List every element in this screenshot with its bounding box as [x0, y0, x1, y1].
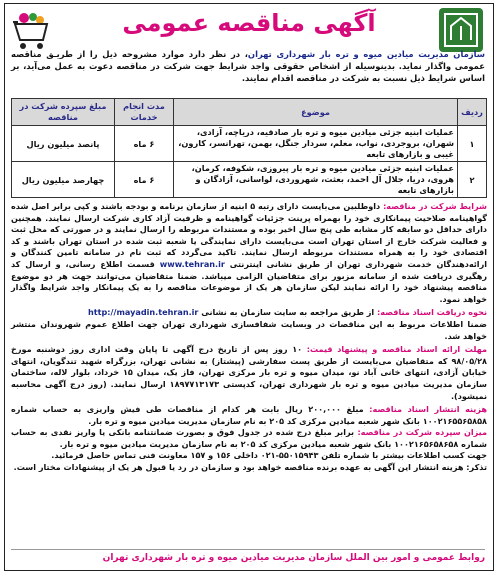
- table-row: [12, 126, 487, 162]
- note-paragraph: تذکر: هزینه انتشار این آگهی به عهده برنده مناقصه خواهد بود و سازمان در رد یا قبول هر یک از پیشنهادات مختار است.: [13, 462, 487, 473]
- conditions-title: شرایط شرکت در مناقصه:: [383, 201, 487, 211]
- cost-text: مبلغ ۲۰۰,۰۰۰ ریال بابت هر کدام از مناقصات طی فیش واریزی به حساب شماره ۱۰۰۲۱۶۵۵۶۵۸۵۸ بانک شهر شعبه میادین مرکزی کد ۲۰۵ به نام سازمان مدیریت میادین میوه و تره بار.: [11, 404, 487, 426]
- footer-signature: روابط عمومی و امور بین الملل سازمان مدیریت میادین میوه و تره بار شهرداری تهران: [102, 553, 485, 563]
- col-duration: مدت انجام خدمات: [115, 99, 174, 126]
- guarantee-title: میزان سپرده شرکت در مناقصه:: [357, 427, 487, 438]
- col-row-number: ردیف: [458, 99, 487, 126]
- cost-title: هزینه انتشار اسناد مناقصه:: [369, 404, 487, 415]
- table-row: [12, 162, 487, 198]
- cost-paragraph: [11, 404, 487, 427]
- table-header-row: [12, 99, 487, 126]
- row-subject: عملیات ابنیه جزئی میادین میوه و تره بار پیروزی، شکوفه، کرمان، هروی، دریا، جلال آل احمد، بعثت، شهروردی، لواسانی، آزادگان و بازارهای تابعه: [174, 162, 458, 198]
- col-subject: موضوع: [174, 99, 458, 126]
- tender-items-table: [11, 98, 487, 198]
- contact-paragraph: جهت کسب اطلاعات بیشتر با شماره تلفن ۵۵۰۱۵۹۴۳-۰۲۱ داخلی ۱۵۶ و ۱۵۷ معاونت فنی تماس حاصل فرمائید.: [51, 450, 487, 461]
- intro-paragraph: [11, 48, 485, 84]
- tender-notice: [4, 3, 494, 571]
- docs-text: از طریق مراجعه به سایت سازمان به نشانی: [201, 307, 375, 318]
- notice-body: [11, 201, 487, 474]
- tehran-municipality-logo: [437, 6, 485, 54]
- mayadin-website-link[interactable]: http://mayadin.tehran.ir: [88, 307, 199, 318]
- row-duration: ۶ ماه: [115, 126, 174, 162]
- tehran-website-link[interactable]: www.tehran.ir: [159, 258, 225, 269]
- col-deposit: مبلغ سپرده شرکت در مناقصه: [12, 99, 115, 126]
- row-subject: عملیات ابنیه جزئی میادین میوه و تره بار صادقیه، دریاچه، آزادی، شهران، بروجردی، نواب، معلم، سردار جنگل، بهمن، تهرانسر، کارون، غیبی و بازارهای تابعه: [174, 126, 458, 162]
- intro-text: ، در نظر دارد موارد مشروحه ذیل را از طریـق مناقصه عمومی واگذار نماید. بدینوسیله از اشخاص حقوقی واجد شرایط جهت شرکت در مناقصه دعوت به عمل می‌آید، بر اساس شرایط ذیل نسبت به شرکت در مناقصه اقدام نمایند.: [11, 49, 485, 83]
- guarantee-paragraph: [11, 427, 487, 450]
- docs-paragraph: [11, 307, 487, 319]
- docs-title: نحوه دریافت اسناد مناقصه:: [377, 307, 487, 318]
- deadline-title: مهلت ارائه اسناد مناقصه و پیشنهاد قیمت:: [306, 344, 487, 355]
- deadline-text: ۱۰ روز پس از تاریخ درج آگهی تا پایان وقت اداری روز دوشنبه مورخ ۹۸/۰۵/۲۸ که متقاضیان می‌بایست از طریق پست سفارشی (پیشتاز) به نشانی تهران، بزرگراه شهید تندگویان، انتهای خیابان آزادی، انتهای خانی آباد نو، میدان میوه و تره بار مرکزی تهران، فاز یک، میدان ۱۵ خرداد، بلوار لاله، ساختمان سازمان مدیریت میادین میوه و تره بار شهرداری تهران، کدپستی ۱۸۹۷۷۱۳۱۷۳ ارسال نمایند. (روز درج آگهی محاسبه نمیشود).: [11, 344, 487, 401]
- row-deposit: چهارصد میلیون ریال: [12, 162, 115, 198]
- conditions-paragraph: [11, 201, 487, 305]
- transparency-notice: ضمنا اطلاعات مربوط به این مناقصات در وبسایت شفافسازی شهرداری تهران جهت اطلاع عموم شهروندان منتشر خواهد شد.: [11, 318, 487, 341]
- conditions-text: داوطلبین می‌بایست دارای رتبه ۵ ابنیه از سازمان برنامه و بودجه باشند و کپی برابر اصل شده گواهینامه صلاحیت پیمانکاری خود را بهمراه پرینت جزئیات گواهینامه و ظرفیت آزاد کاری شرکت ارسال نمایند. همچنین دارای حداقل دو سابقه کار مشابه طی پنج سال اخیر بوده و مستندات مربوطه را ارسال نمایند و در صورتی که محل ثبت و فعالیت شرکت خارج از استان تهران است می‌بایست دارای نمایندگی یا شعبه ثبت شده در استان تهران باشند و کد اقتصادی خود را به همراه مستندات مربوطه ارسال نمایند. تاکید می‌گردد که ثبت نام در سامانه تامین کنندگان و ارائه‌دهندگان خدمت شهرداری تهران از طریق نشانی اینترنتی: [11, 201, 487, 269]
- organization-name: سازمان مدیریت میادین میوه و تره بار شهرداری تهران: [247, 49, 485, 59]
- notice-title: آگهی مناقصه عمومی: [122, 9, 376, 37]
- notice-footer: [11, 549, 485, 566]
- row-duration: ۶ ماه: [115, 162, 174, 198]
- conditions-text-2: قسمت اطلاع رسانی، و ارسال کد رهگیری دریافت شده از سامانه مزبور برای متقاضیان الزامی میباشد. ضمنا متقاضیان می‌توانند جهت هر دو موضوع مناقصه پیشنهاد خود را ارائه نمایند لیکن سازمان هر یک از موضوعات مناقصه را به یک پیمانکار واجد شرایط واگذار خواهد نمود.: [11, 258, 487, 304]
- row-number: ۲: [458, 162, 487, 198]
- guarantee-text: برابر مبلغ درج شده در جدول فوق و بصورت ضمانتنامه بانکی یا واریز نقدی به حساب شماره ۱۰۰۲۱۶۵۶۵۸۶۵۸ بانک شهر شعبه میادین مرکزی کد ۲۰۵ به نام سازمان مدیریت میادین میوه و تره بار.: [11, 427, 487, 449]
- row-number: ۱: [458, 126, 487, 162]
- row-deposit: پانصد میلیون ریال: [12, 126, 115, 162]
- notice-header: [5, 4, 493, 96]
- deadline-paragraph: [11, 344, 487, 402]
